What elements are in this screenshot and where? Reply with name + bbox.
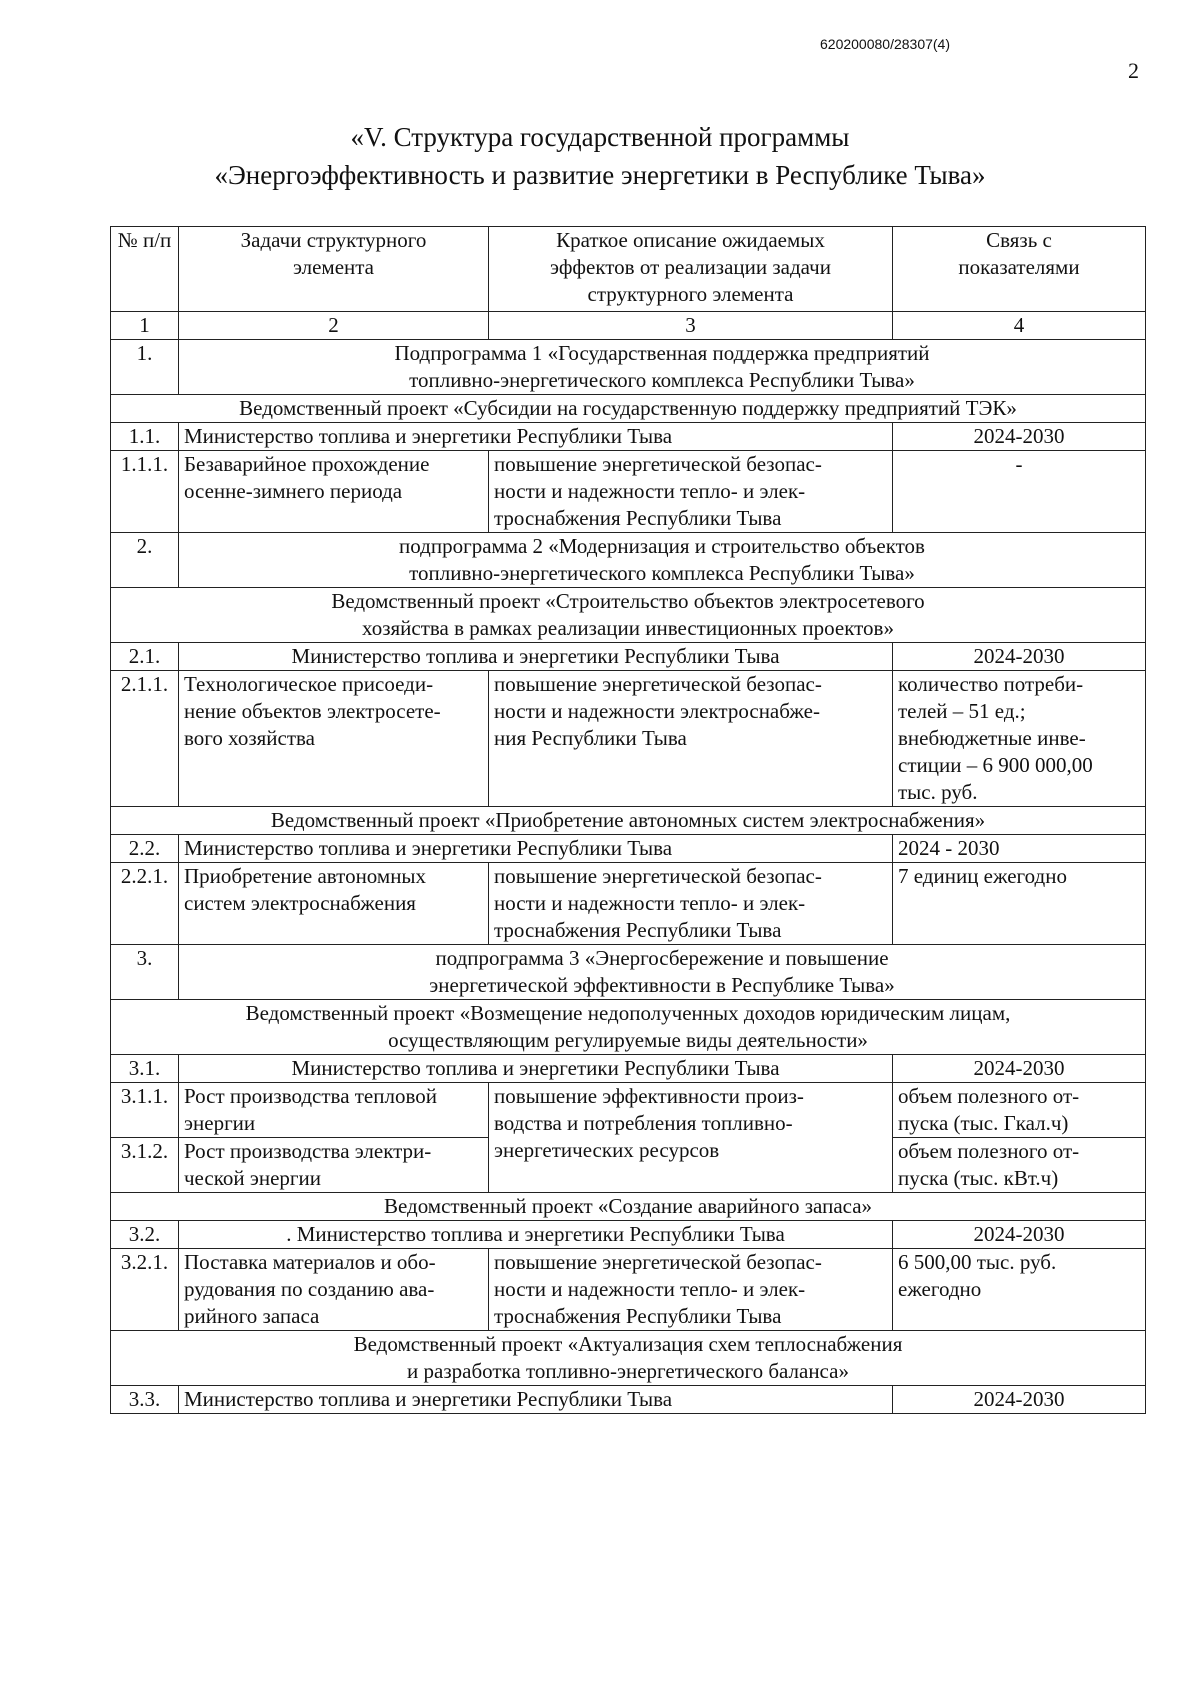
ministry-name: Министерство топлива и энергетики Республики Тыва [179, 423, 893, 451]
period: 2024-2030 [893, 1386, 1146, 1414]
ministry-row [111, 1055, 1146, 1083]
subprogram-row [111, 533, 1146, 588]
task-row [111, 451, 1146, 533]
table-header-row [111, 227, 1146, 312]
column-number: 3 [489, 312, 893, 340]
row-number: 3. [111, 945, 179, 1000]
indicator-text: 6 500,00 тыс. руб. ежегодно [893, 1249, 1146, 1331]
subprogram-title: подпрограмма 2 «Модернизация и строительство объектов топливно-энергетического комплекса Республики Тыва» [179, 533, 1146, 588]
period: 2024-2030 [893, 423, 1146, 451]
header-col-effect: Краткое описание ожидаемых эффектов от реализации задачи структурного элемента [489, 227, 893, 312]
project-title: Ведомственный проект «Приобретение автономных систем электроснабжения» [111, 807, 1146, 835]
task-text: Технологическое присоеди- нение объектов электросете- вого хозяйства [179, 671, 489, 807]
row-number: 3.2.1. [111, 1249, 179, 1331]
project-row [111, 1331, 1146, 1386]
header-col-number: № п/п [111, 227, 179, 312]
task-text: Приобретение автономных систем электроснабжения [179, 863, 489, 945]
project-row [111, 395, 1146, 423]
row-number: 1. [111, 340, 179, 395]
project-title: Ведомственный проект «Строительство объектов электросетевого хозяйства в рамках реализации инвестиционных проектов» [111, 588, 1146, 643]
title-line-1: «V. Структура государственной программы [350, 122, 850, 152]
task-row [111, 1083, 1146, 1138]
document-number: 620200080/28307(4) [820, 36, 951, 52]
effect-text: повышение энергетической безопас- ности и надежности тепло- и элек- троснабжения Республики Тыва [489, 863, 893, 945]
subprogram-row [111, 945, 1146, 1000]
column-numbers-row [111, 312, 1146, 340]
header-col-task: Задачи структурного элемента [179, 227, 489, 312]
subprogram-title: подпрограмма 3 «Энергосбережение и повышение энергетической эффективности в Республике Тыва» [179, 945, 1146, 1000]
project-row [111, 1000, 1146, 1055]
task-text: Безаварийное прохождение осенне-зимнего периода [179, 451, 489, 533]
task-row [111, 863, 1146, 945]
ministry-row [111, 1221, 1146, 1249]
page-number: 2 [1128, 58, 1139, 83]
column-number: 2 [179, 312, 489, 340]
ministry-name: Министерство топлива и энергетики Республики Тыва [179, 1055, 893, 1083]
project-title: Ведомственный проект «Актуализация схем теплоснабжения и разработка топливно-энергетического баланса» [111, 1331, 1146, 1386]
project-title: Ведомственный проект «Создание аварийного запаса» [111, 1193, 1146, 1221]
project-title: Ведомственный проект «Возмещение недополученных доходов юридическим лицам, осуществляющим регулируемые виды деятельности» [111, 1000, 1146, 1055]
structure-table [110, 226, 1146, 1414]
ministry-name: Министерство топлива и энергетики Республики Тыва [179, 835, 893, 863]
ministry-name: Министерство топлива и энергетики Республики Тыва [179, 1386, 893, 1414]
task-text: Поставка материалов и обо- рудования по созданию ава- рийного запаса [179, 1249, 489, 1331]
row-number: 2.1. [111, 643, 179, 671]
row-number: 3.1.2. [111, 1138, 179, 1193]
column-number: 4 [893, 312, 1146, 340]
effect-text: повышение энергетической безопас- ности и надежности тепло- и элек- троснабжения Республики Тыва [489, 451, 893, 533]
row-number: 1.1.1. [111, 451, 179, 533]
ministry-row [111, 643, 1146, 671]
subprogram-title: Подпрограмма 1 «Государственная поддержка предприятий топливно-энергетического комплекса Республики Тыва» [179, 340, 1146, 395]
effect-text: повышение энергетической безопас- ности и надежности электроснабже- ния Республики Тыва [489, 671, 893, 807]
period: 2024-2030 [893, 1221, 1146, 1249]
task-text: Рост производства тепловой энергии [179, 1083, 489, 1138]
header-col-indicator: Связь с показателями [893, 227, 1146, 312]
indicator-text: - [893, 451, 1146, 533]
task-row [111, 671, 1146, 807]
row-number: 2.2.1. [111, 863, 179, 945]
project-title: Ведомственный проект «Субсидии на государственную поддержку предприятий ТЭК» [111, 395, 1146, 423]
row-number: 2.1.1. [111, 671, 179, 807]
project-row [111, 1193, 1146, 1221]
project-row [111, 807, 1146, 835]
period: 2024-2030 [893, 643, 1146, 671]
row-number: 3.1.1. [111, 1083, 179, 1138]
row-number: 3.2. [111, 1221, 179, 1249]
indicator-text: 7 единиц ежегодно [893, 863, 1146, 945]
row-number: 3.3. [111, 1386, 179, 1414]
period: 2024 - 2030 [893, 835, 1146, 863]
ministry-name: Министерство топлива и энергетики Республики Тыва [179, 643, 893, 671]
title-line-2: «Энергоэффективность и развитие энергетики в Республике Тыва» [214, 160, 986, 190]
page-title [0, 118, 1200, 194]
subprogram-row [111, 340, 1146, 395]
task-row [111, 1249, 1146, 1331]
ministry-name: . Министерство топлива и энергетики Республики Тыва [179, 1221, 893, 1249]
ministry-row [111, 1386, 1146, 1414]
indicator-text: объем полезного от- пуска (тыс. Гкал.ч) [893, 1083, 1146, 1138]
row-number: 1.1. [111, 423, 179, 451]
effect-text: повышение энергетической безопас- ности и надежности тепло- и элек- троснабжения Республики Тыва [489, 1249, 893, 1331]
row-number: 2. [111, 533, 179, 588]
period: 2024-2030 [893, 1055, 1146, 1083]
project-row [111, 588, 1146, 643]
task-text: Рост производства электри- ческой энергии [179, 1138, 489, 1193]
row-number: 3.1. [111, 1055, 179, 1083]
ministry-row [111, 835, 1146, 863]
effect-text: повышение эффективности произ- водства и потребления топливно- энергетических ресурсов [489, 1083, 893, 1193]
ministry-row [111, 423, 1146, 451]
column-number: 1 [111, 312, 179, 340]
row-number: 2.2. [111, 835, 179, 863]
indicator-text: объем полезного от- пуска (тыс. кВт.ч) [893, 1138, 1146, 1193]
indicator-text: количество потреби- телей – 51 ед.; внебюджетные инве- стиции – 6 900 000,00 тыс. руб. [893, 671, 1146, 807]
